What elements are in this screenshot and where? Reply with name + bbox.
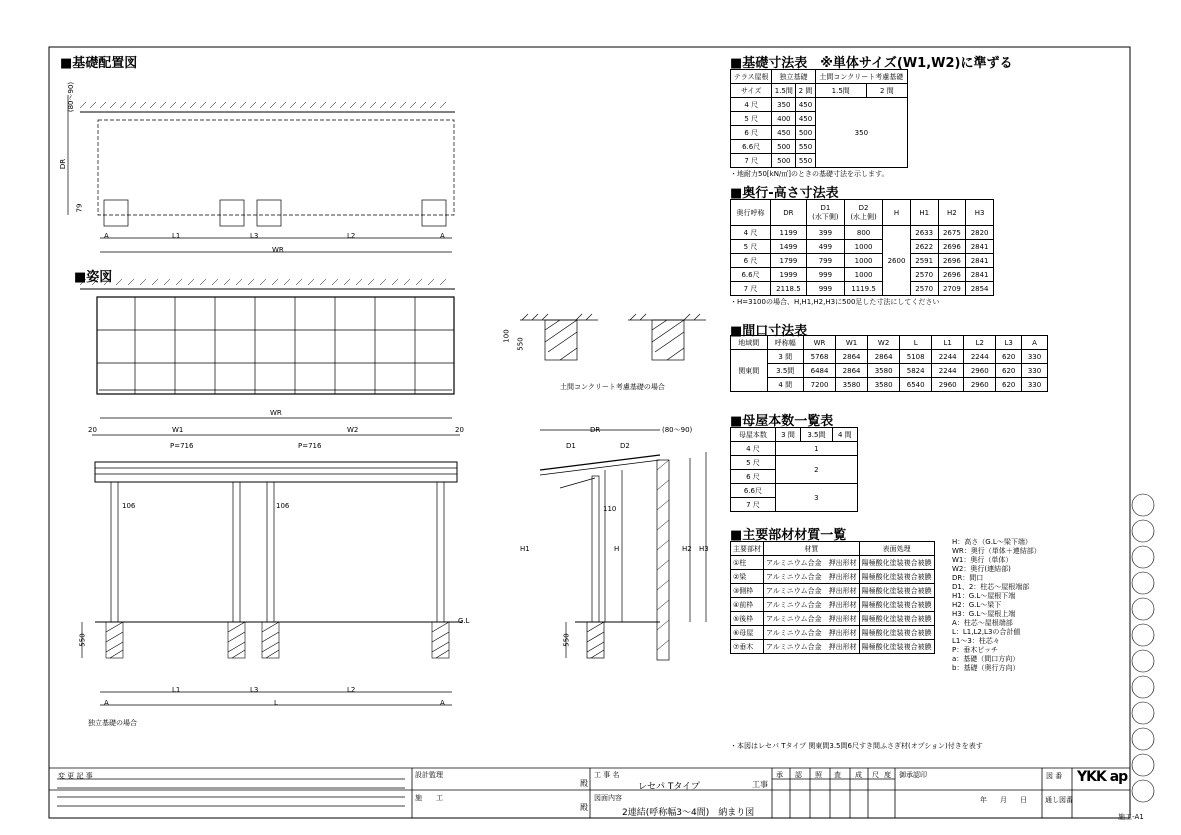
table-cell: 999 (806, 282, 844, 296)
foundation-layout-plan (68, 95, 455, 252)
purlin-heading: ■母屋本数一覧表 (730, 414, 834, 429)
dim-dr: DR (590, 426, 601, 434)
table-cell: 620 (996, 364, 1022, 378)
table-cell: ④前枠 (731, 598, 764, 612)
day-label: 日 (1020, 796, 1027, 804)
table-cell: 6 尺 (731, 254, 771, 268)
table-cell: 620 (996, 378, 1022, 392)
table-cell: 2854 (966, 282, 994, 296)
table-cell: 2820 (966, 226, 994, 240)
table-cell: 6 尺 (731, 470, 776, 484)
dim-a-right: A (440, 232, 445, 240)
table-cell: 330 (1022, 364, 1048, 378)
table-cell: 陽極酸化塗装複合被膜 (859, 640, 934, 654)
dim-a-front-right: A (440, 699, 445, 707)
table-cell: 3.5間 (767, 364, 804, 378)
table-header: 主要部材 (731, 542, 764, 556)
table-cell: 5768 (804, 350, 836, 364)
table-cell: 2696 (938, 240, 966, 254)
legend-item: D1、2：柱芯～屋根端部 (952, 583, 1030, 591)
table-cell: 550 (796, 140, 815, 154)
table-header: 材質 (764, 542, 860, 556)
table-cell: 2570 (910, 268, 938, 282)
legend-item: DR：間口 (952, 574, 984, 582)
table-cell: 450 (796, 112, 815, 126)
symbol-legend (952, 538, 1041, 673)
table-cell: 1199 (771, 226, 807, 240)
depth-note: ・H=3100の場合、H,H1,H2,H3に500足した寸法にしてください (730, 298, 940, 306)
table-header: D1 (水下側) (806, 200, 844, 226)
table-cell: 7 尺 (731, 154, 772, 168)
dim-d2: D2 (620, 442, 630, 450)
honorific-1: 殿 (580, 779, 588, 788)
year-label: 年 (980, 796, 987, 804)
legend-item: P：垂木ピッチ (952, 646, 998, 654)
dim-80-90: (80～90) (662, 426, 693, 434)
table-cell: 2675 (938, 226, 966, 240)
table-cell: ①柱 (731, 556, 764, 570)
foundation-layout-heading: ■基礎配置図 (60, 56, 138, 71)
table-header: H2 (938, 200, 966, 226)
stamp-1: 承 (776, 771, 783, 779)
table-cell: 1499 (771, 240, 807, 254)
dim-gl: G.L (458, 617, 470, 625)
table-header: L1 (932, 336, 964, 350)
table-cell: 399 (806, 226, 844, 240)
top-view-elevation (80, 279, 455, 418)
table-cell: 2622 (910, 240, 938, 254)
dim-h2: H2 (682, 545, 692, 553)
table-cell: 5 尺 (731, 240, 771, 254)
table-cell: 5108 (900, 350, 932, 364)
purlin-table (730, 427, 858, 512)
table-cell: 6.6尺 (731, 268, 771, 282)
dim-550-side: 550 (562, 633, 571, 647)
table-cell: 3580 (868, 364, 900, 378)
table-cell: 330 (1022, 378, 1048, 392)
stamp-4: 査 (834, 771, 841, 779)
front-elevation (82, 435, 462, 705)
stamp-6: 成 (855, 771, 862, 779)
frontage-table (730, 335, 1048, 392)
table-cell: 2864 (836, 350, 868, 364)
table-cell: アルミニウム合金 押出形材 (764, 640, 860, 654)
project-name-label: 工 事 名 (594, 771, 620, 779)
change-record-label: 変 更 記 事 (58, 772, 93, 780)
table-cell: 1799 (771, 254, 807, 268)
footing-sub-2b: 2 間 (866, 84, 907, 98)
table-cell: 2960 (932, 378, 964, 392)
table-cell: 2244 (932, 350, 964, 364)
table-cell: 4 尺 (731, 442, 776, 456)
table-cell: 500 (772, 140, 796, 154)
table-cell: アルミニウム合金 押出形材 (764, 570, 860, 584)
legend-item: L1～3：柱芯々 (952, 637, 1000, 645)
dim-h1: H1 (520, 545, 530, 553)
table-cell: 3580 (868, 378, 900, 392)
dim-110: 110 (603, 505, 617, 513)
dim-l3-front: L3 (250, 686, 259, 694)
table-cell: ③側枠 (731, 584, 764, 598)
legend-item: L：L1,L2,L3の合計値 (952, 628, 1021, 636)
title-block-grid (49, 768, 1130, 818)
table-cell: 2 (775, 456, 857, 484)
table-cell: 陽極酸化塗装複合被膜 (859, 626, 934, 640)
table-cell: 500 (796, 126, 815, 140)
dim-l1-front: L1 (172, 686, 181, 694)
dim-l3: L3 (250, 232, 259, 240)
dim-a-left: A (104, 232, 109, 240)
concrete-case-caption: 土間コンクリート考慮基礎の場合 (560, 383, 665, 391)
table-cell: 1000 (844, 240, 882, 254)
table-header: 地域間 (731, 336, 768, 350)
table-cell: 2118.5 (771, 282, 807, 296)
option-note: ・本図はレセパ Tタイプ 関東間3.5間6尺すき間ふさぎ材(オプション)付きを表す (730, 742, 983, 750)
legend-item: WR：奥行（単体＋連結部） (952, 547, 1041, 555)
ykk-ap-logo: YKK ap (1077, 769, 1128, 785)
table-cell: 2841 (966, 254, 994, 268)
legend-item: H3：G.L～屋根上端 (952, 610, 1016, 618)
dim-106-right: 106 (276, 502, 290, 510)
dim-d1: D1 (566, 442, 576, 450)
table-cell: 2696 (938, 254, 966, 268)
depth-height-heading: ■奥行-高さ寸法表 (730, 186, 839, 201)
table-cell: 6540 (900, 378, 932, 392)
table-cell: 330 (1022, 350, 1048, 364)
table-header: DR (771, 200, 807, 226)
footing-size-heading: ■基礎寸法表 ※単体サイズ(W1,W2)に準ずる (730, 56, 1013, 71)
product-name: レセパ Tタイプ (638, 782, 700, 792)
dim-20-right: 20 (455, 426, 464, 434)
table-cell: アルミニウム合金 押出形材 (764, 598, 860, 612)
stamp-2: 認 (795, 771, 802, 779)
table-cell: 5824 (900, 364, 932, 378)
table-cell: 4 尺 (731, 98, 772, 112)
table-cell: ②梁 (731, 570, 764, 584)
depth-height-table (730, 199, 994, 296)
legend-item: H2：G.L～梁下 (952, 601, 1002, 609)
footing-note: ・地耐力50[kN/㎡]のときの基礎寸法を示します。 (730, 170, 889, 178)
table-header: D2 (水上側) (844, 200, 882, 226)
dim-dr-plan: DR (59, 158, 68, 170)
table-cell: アルミニウム合金 押出形材 (764, 584, 860, 598)
table-header: 表面処理 (859, 542, 934, 556)
footing-header-concrete: 土間コンクリート考慮基礎 (815, 70, 907, 84)
table-cell: 陽極酸化塗装複合被膜 (859, 612, 934, 626)
dim-80-90-plan: (80～90) (67, 81, 76, 113)
legend-item: H1：G.L～屋根下端 (952, 592, 1016, 600)
footing-concrete-value: 350 (815, 98, 907, 168)
dim-h: H (614, 545, 620, 553)
footing-header-roof: テラス屋根 (731, 70, 772, 84)
table-cell: 1000 (844, 254, 882, 268)
table-header: W1 (836, 336, 868, 350)
footing-sub-15a: 1.5間 (772, 84, 796, 98)
table-header: W2 (868, 336, 900, 350)
table-cell: 4 尺 (731, 226, 771, 240)
dim-wr: WR (270, 409, 282, 417)
design-supervision-label: 設計監理 (415, 771, 443, 779)
table-cell: 6.6尺 (731, 140, 772, 154)
table-header: 3.5間 (801, 428, 832, 442)
depth-h-value: 2600 (883, 226, 911, 296)
table-cell: 7 尺 (731, 498, 776, 512)
table-cell: 500 (772, 154, 796, 168)
dim-a-front-left: A (104, 699, 109, 707)
table-cell: 陽極酸化塗装複合被膜 (859, 556, 934, 570)
table-cell: 1000 (844, 268, 882, 282)
table-cell: 7200 (804, 378, 836, 392)
drawing-title: 2連結(呼称幅3～4間) 納まり図 (622, 808, 755, 818)
footing-size-table (730, 69, 908, 168)
table-cell: 陽極酸化塗装複合被膜 (859, 598, 934, 612)
table-cell: 2841 (966, 240, 994, 254)
legend-item: b：基礎（奥行方向） (952, 664, 1020, 672)
table-header: 母屋本数 (731, 428, 776, 442)
frontage-heading: ■間口寸法表 (730, 324, 808, 339)
table-cell: 2841 (966, 268, 994, 282)
table-cell: 4 間 (767, 378, 804, 392)
drawing-content-label: 図面内容 (594, 794, 622, 802)
legend-item: A：柱芯～屋根端部 (952, 619, 1013, 627)
table-cell: 2633 (910, 226, 938, 240)
drawing-code: 施工-A1 (1118, 813, 1144, 821)
dim-h3: H3 (699, 545, 709, 553)
table-cell: 3 間 (767, 350, 804, 364)
table-cell: 800 (844, 226, 882, 240)
footing-header-independent: 独立基礎 (772, 70, 815, 84)
table-cell: 450 (772, 126, 796, 140)
approval-label: 御承認印 (899, 771, 927, 779)
table-cell: 2591 (910, 254, 938, 268)
table-cell: 2960 (964, 364, 996, 378)
table-cell: 2864 (868, 350, 900, 364)
table-header: L (900, 336, 932, 350)
table-cell: 350 (772, 98, 796, 112)
legend-item: W2：奥行(連結部) (952, 565, 1011, 573)
footing-sub-15b: 1.5間 (815, 84, 866, 98)
table-cell: アルミニウム合金 押出形材 (764, 556, 860, 570)
table-cell: 6 尺 (731, 126, 772, 140)
work-label: 工事 (752, 780, 768, 789)
stamp-7: 尺 (872, 771, 879, 779)
table-cell: アルミニウム合金 押出形材 (764, 612, 860, 626)
table-cell: 2864 (836, 364, 868, 378)
binding-holes (1132, 494, 1154, 802)
table-cell: 6484 (804, 364, 836, 378)
table-cell: 5 尺 (731, 456, 776, 470)
independent-case-caption: 独立基礎の場合 (88, 719, 137, 727)
concrete-foundation-section (520, 314, 706, 360)
table-cell: 400 (772, 112, 796, 126)
table-cell: 2960 (964, 378, 996, 392)
table-header: 4 間 (832, 428, 857, 442)
table-cell: 陽極酸化塗装複合被膜 (859, 570, 934, 584)
dim-l2-front: L2 (347, 686, 356, 694)
dim-l1: L1 (172, 232, 181, 240)
materials-heading: ■主要部材材質一覧 (730, 528, 847, 543)
table-cell: ⑤後枠 (731, 612, 764, 626)
table-header: L2 (964, 336, 996, 350)
table-cell: 450 (796, 98, 815, 112)
materials-table (730, 541, 935, 654)
frontage-region: 関東間 (731, 350, 768, 392)
stamp-8: 度 (884, 771, 891, 779)
dim-20-left: 20 (88, 426, 97, 434)
table-header: H3 (966, 200, 994, 226)
stamp-3: 照 (815, 771, 822, 779)
table-cell: 2709 (938, 282, 966, 296)
dim-p716-right: P=716 (298, 442, 322, 450)
footing-sub-size: サイズ (731, 84, 772, 98)
table-header: 呼称幅 (767, 336, 804, 350)
table-cell: 2570 (910, 282, 938, 296)
legend-item: a：基礎（間口方向） (952, 655, 1020, 663)
dim-l2: L2 (347, 232, 356, 240)
drawing-no-label: 図 番 (1046, 772, 1063, 780)
table-cell: 2244 (964, 350, 996, 364)
table-header: H1 (910, 200, 938, 226)
table-cell: 2696 (938, 268, 966, 282)
table-cell: 7 尺 (731, 282, 771, 296)
table-cell: 1119.5 (844, 282, 882, 296)
constructor-label: 施 工 (415, 794, 443, 802)
table-header: H (883, 200, 911, 226)
table-cell: ⑦垂木 (731, 640, 764, 654)
dim-p716-left: P=716 (170, 442, 194, 450)
table-cell: 3580 (836, 378, 868, 392)
dim-550-front: 550 (78, 633, 87, 647)
serial-no-label: 通し図番 (1045, 796, 1073, 804)
dim-79: 79 (75, 203, 84, 213)
table-header: 奥行呼称 (731, 200, 771, 226)
table-cell: 999 (806, 268, 844, 282)
table-cell: 2244 (932, 364, 964, 378)
month-label: 月 (1000, 796, 1007, 804)
legend-item: H：高さ（G.L～梁下端） (952, 538, 1032, 546)
dim-wr-plan: WR (272, 246, 284, 254)
table-cell: 499 (806, 240, 844, 254)
table-header: L3 (996, 336, 1022, 350)
table-cell: ⑥母屋 (731, 626, 764, 640)
dim-106-left: 106 (122, 502, 136, 510)
table-header: A (1022, 336, 1048, 350)
table-cell: 3 (775, 484, 857, 512)
legend-item: W1：奥行（単体） (952, 556, 1013, 564)
dim-100: 100 (502, 329, 511, 343)
table-cell: 陽極酸化塗装複合被膜 (859, 584, 934, 598)
table-cell: アルミニウム合金 押出形材 (764, 626, 860, 640)
dim-550-concrete: 550 (516, 337, 525, 351)
table-cell: 799 (806, 254, 844, 268)
table-header: 3 間 (775, 428, 800, 442)
table-cell: 620 (996, 350, 1022, 364)
dim-l-front: L (274, 699, 278, 707)
table-cell: 5 尺 (731, 112, 772, 126)
view-heading: ■姿図 (74, 270, 113, 285)
footing-sub-2a: 2 間 (796, 84, 815, 98)
table-cell: 550 (796, 154, 815, 168)
table-cell: 6.6尺 (731, 484, 776, 498)
dim-w2: W2 (347, 426, 359, 434)
dim-w1: W1 (172, 426, 184, 434)
table-cell: 1999 (771, 268, 807, 282)
honorific-2: 殿 (580, 803, 588, 812)
table-header: WR (804, 336, 836, 350)
table-cell: 1 (775, 442, 857, 456)
